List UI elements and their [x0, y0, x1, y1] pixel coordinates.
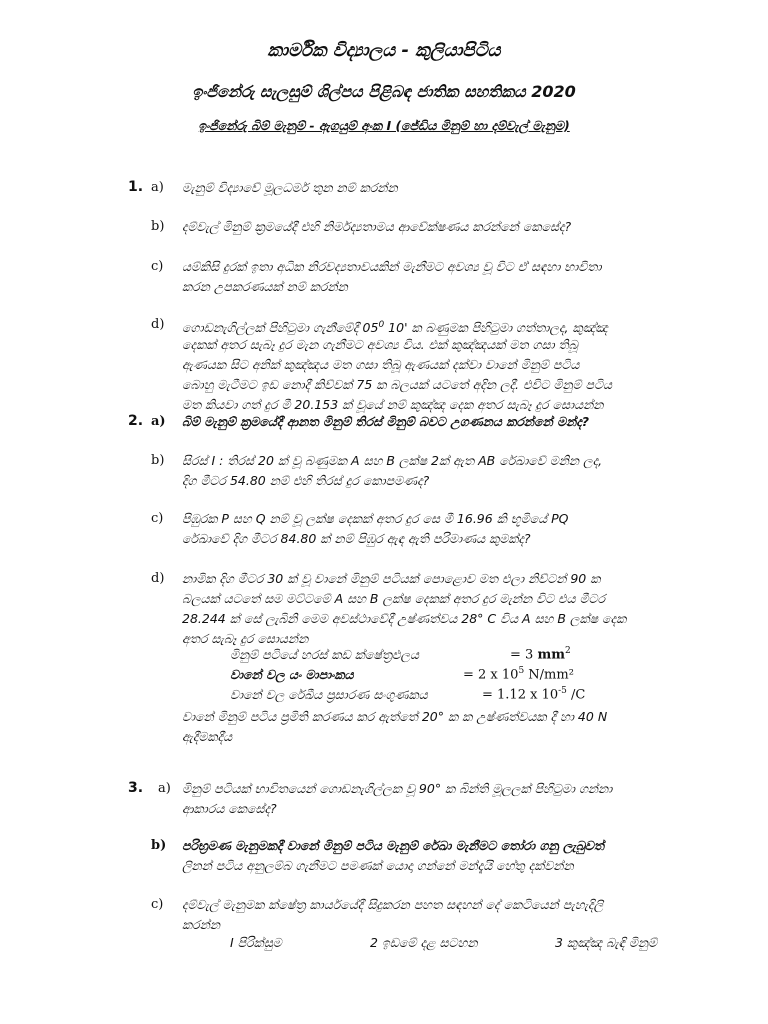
q2-c-line-2: රේඛාවේ දිග මීටර 84.80 ක් නම් පිඹුර ඇඳ ඇති පරිමාණය කුමක්ද? — [182, 531, 531, 546]
q2-d-row-3-value: = 1.12 x $10^{-5}$ /C — [482, 686, 586, 703]
q2-d-row-3-label: වානේ වල රේඛීය ප්‍රසාරණ සංගුණකය — [230, 687, 428, 702]
q2-a-label: a) — [151, 414, 166, 429]
q2-c-label: c) — [151, 511, 164, 526]
q2-b-line-1: සිරස් I : තිරස් 20 ක් වූ බණුමක A සහ B ලක්ෂ 2ක් ඇත AB රේඛාවේ මනින ලද, — [182, 453, 603, 468]
q2-a-line-1: බිම් මැනුම් ක්‍රමයේදී ආනත මිනුම් තිරස් මිනුම් බවට උගණනය කරන්නේ මන්ද? — [182, 414, 590, 429]
q1-d-line-5: මත කියවා ගත් දුර මී 20.153 ක් වූයේ නම් කුඤ්ඤ දෙක අතර සැබෑ දුර සොයන්න — [182, 397, 604, 412]
q3-a-line-1: මිනුම් පටියක් භාවිතයෙන් ගොඩනැගිල්ලක වූ 90° ක බින්ති මූලලක් පිහිටුමා ගන්නා — [182, 781, 613, 796]
q1-c-line-2: කරන උපකරණයක් නම් කරන්න — [182, 279, 348, 294]
q2-d-row-1-value: = 3 $mm^2$ — [510, 646, 571, 663]
q2-d-line-2: බලයක් යටතේ සම මට්ටමේ A සහ B ලක්ෂ දෙකක් අතර දුර මැන්න විට එය මීටර — [182, 591, 606, 606]
q3-c-item-3: 3 කුඤ්ඤ බැඳි මිනුම් — [555, 935, 657, 950]
q3-c-item-1: I පිරික්සුම — [230, 935, 282, 950]
q1-d-line-4: බොහු මැටීමට ඉඩ නොදී කිව්වක් 75 ක බලයක් යටතේ අදින ලදී. එවිට මිනුම් පටිය — [182, 377, 612, 392]
q2-d-label: d) — [151, 571, 165, 586]
q3-c-line-1: දම්වැල් මැනුමක ක්ෂේත්‍ර කාර්යයේදී සිදුකරන පහත සඳහන් දේ කෙටියෙන් පැහැදිලි — [182, 897, 604, 912]
q3-a-line-2: ආකාරය කෙසේද? — [182, 801, 277, 816]
q1-a-label: a) — [151, 180, 164, 195]
q1-c-line-1: යම්කිසි දුරක් ඉතා අධික නිරවද්‍යතාවයකින් මැනීමට අවශ්‍ය වූ විට ඒ සඳහා භාවිතා — [182, 259, 602, 274]
q3-b-line-2: ලිනන් පටිය අනුලම්බ ගැනීමට පමණක් යොදා ගන්නේ මන්දැයි හේතු දක්වන්න — [182, 858, 574, 873]
course-title: ඉංජිනේරු සැලසුම් ශිල්පය පිළිබඳ ජාතික සහතිකය 2020 — [192, 82, 576, 101]
q1-a-line-1: මැනුම් විද්‍යාවේ මූලධර්ම තුන නම් කරන්න — [182, 180, 398, 195]
q1-c-label: c) — [151, 259, 164, 274]
q3-c-line-2: කරන්න — [182, 917, 221, 932]
q2-d-line-1: නාමික දිග මීටර 30 ක් වූ වානේ මිනුම් පටියක් පොළොව මත එලා නිව්ටන් 90 ක — [182, 571, 601, 586]
q3-b-label: b) — [151, 838, 167, 853]
question-2-number: 2. — [128, 413, 144, 429]
q3-c-label: c) — [151, 897, 164, 912]
q1-d-line-1: ගොඩනැගිල්ලක් පිහිටුමා ගැනීමේදී $05^0$ 10' ක බණුමක පිහිටුමා ගත්තාලද, කුඤ්ඤ — [182, 320, 608, 336]
q3-c-item-2: 2 ඉඩමේ දළ සටහන — [370, 935, 478, 950]
q1-d-line-3: ඇණයක සිට අනික් කුඤ්ඤය මත ගසා තිබූ ඇණයක් දක්වා වානේ මිනුම් පටිය — [182, 357, 580, 372]
question-1-number: 1. — [128, 179, 144, 195]
q2-d-line-3: 28.244 ක් සේ ලැබිනි මෙම අවස්ථාවේදී උෂ්ණත්වය 28° C විය A සහ B ලක්ෂ දෙක — [182, 611, 627, 626]
q3-a-label: a) — [158, 781, 171, 796]
question-3-number: 3. — [128, 780, 144, 796]
q2-d-row-1-label: මිනුම් පටියේ හරස් කඩ ක්ෂේත්‍රඵලය — [230, 647, 420, 662]
q2-b-label: b) — [151, 453, 165, 468]
q2-d-tail-line-2: ඇදීමකදීය — [182, 729, 233, 744]
q3-b-line-1: පරිභ්‍රමණ මැනුමකදී වානේ මිනුම් පටිය මැනුම් රේඛා මැනීමට තෝරා ගනු ලැබුවත් — [182, 838, 604, 853]
q2-d-line-4: අතර සැබෑ දුර සොයන්න — [182, 631, 309, 646]
q1-d-label: d) — [151, 317, 165, 332]
assessment-title: ඉංජිනේරු බිම් මැනුම් - ඇගයුම් අංක I (ජේඩිය මිනුම් හා දම්වැල් මැනුම) — [198, 118, 570, 133]
q1-d-line-2: දෙකක් අතර සැබෑ දුර මැන ගැනීමට අවශ්‍ය විය. එක් කුඤ්ඤයක් මත ගසා තිබූ — [182, 337, 578, 352]
q2-d-tail-line-1: වානේ මිනුම් පටිය ප්‍රමිති කරණය කර ඇත්තේ 20° ක ක උෂ්ණත්වයක දී හා 40 N — [182, 709, 608, 724]
q1-b-label: b) — [151, 219, 165, 234]
q2-c-line-1: පිඹුරක P සහ Q නම් වූ ලක්ෂ දෙකක් අතර දුර සෙ මී 16.96 කි භූමියේ PQ — [182, 511, 569, 526]
q1-b-line-1: දම්වැල් මිනුම් ක්‍රමයේදී එහි නිර්මද්‍යතාමය ආවේක්ෂණය කරන්නේ කෙසේද? — [182, 219, 572, 234]
institute-title: කාර්මික විද්‍යාලය - කුලියාපිටිය — [267, 40, 501, 61]
q2-b-line-2: දිග මීටර 54.80 නම් එහි තිරස් දුර කොපමණද? — [182, 473, 430, 488]
q2-d-row-2-value: = 2 x $10^5$ N/mm² — [463, 666, 574, 683]
q2-d-row-2-label: වානේ වල යං මාපාංකය — [230, 667, 354, 682]
